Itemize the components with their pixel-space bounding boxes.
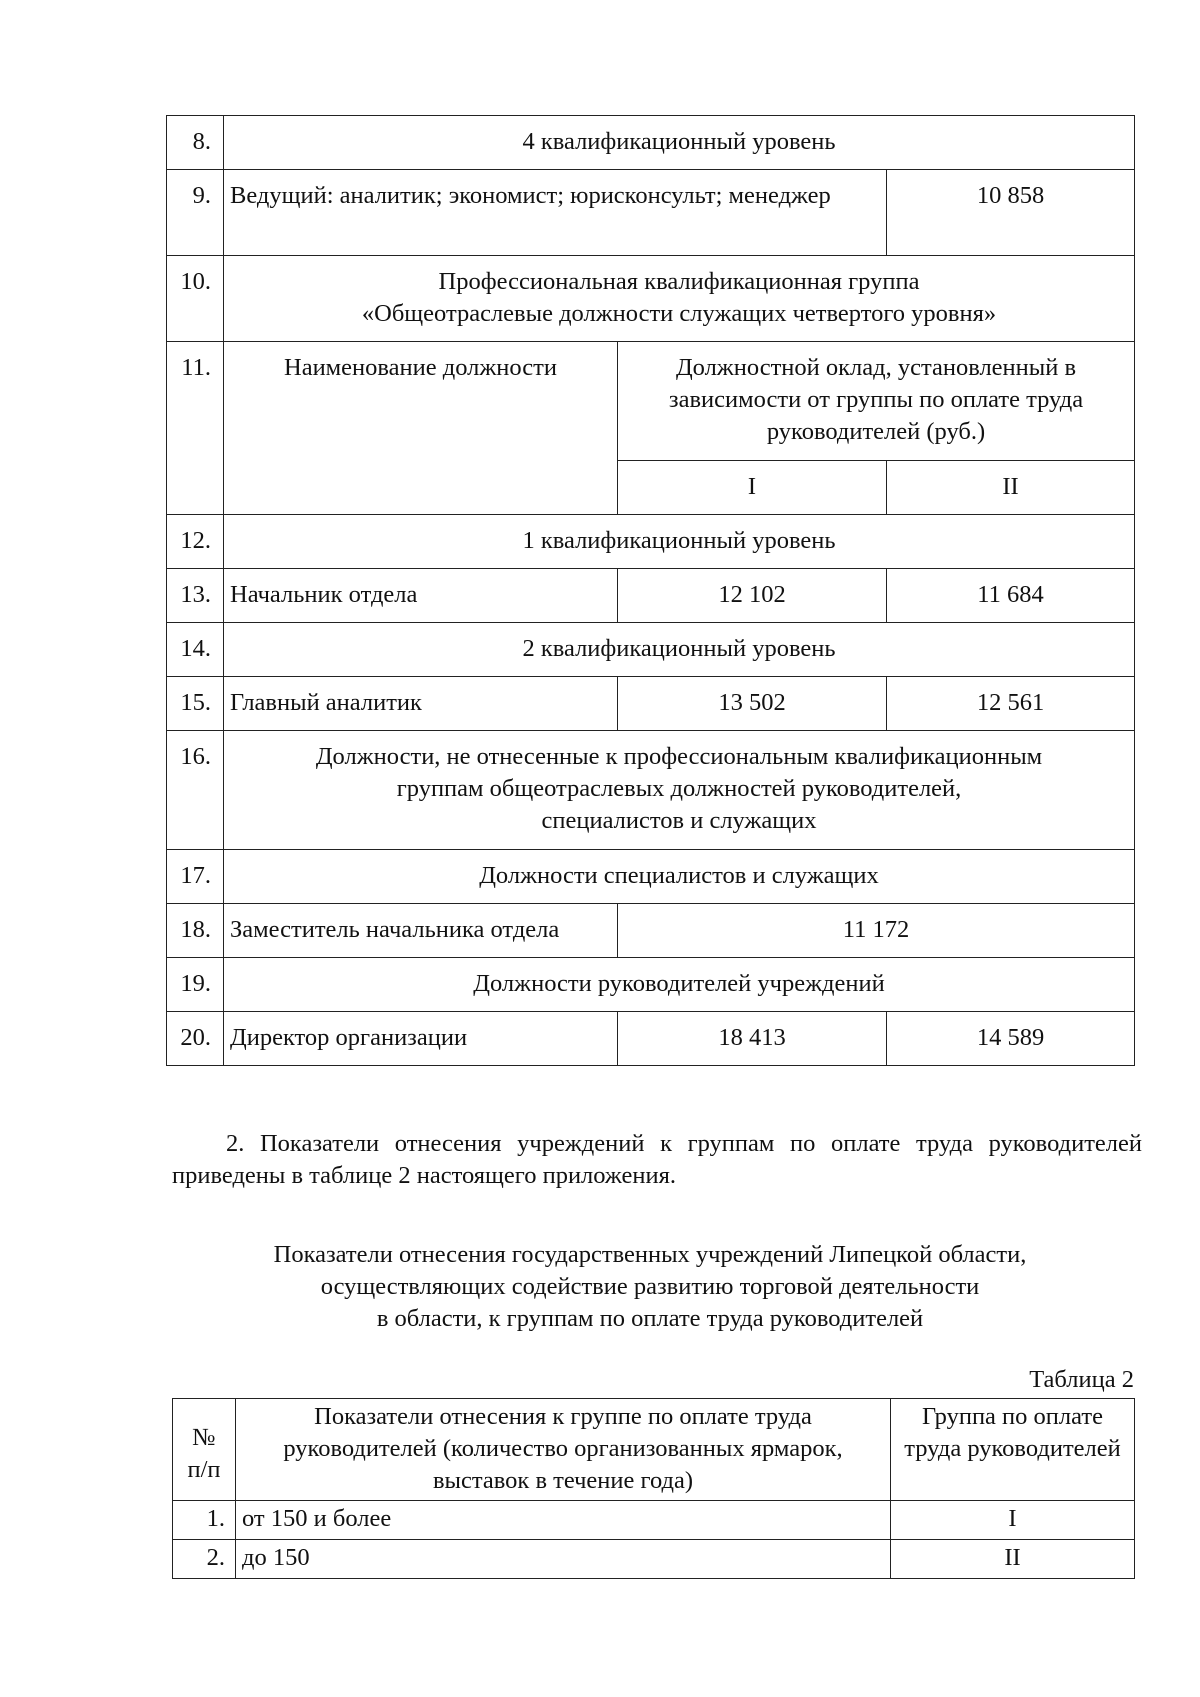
table-row bbox=[167, 958, 1135, 1012]
number-header-abbr: п/п bbox=[187, 1455, 221, 1483]
table-row bbox=[167, 515, 1135, 569]
group-title-line: «Общеотраслевые должности служащих четвертого уровня» bbox=[361, 299, 997, 327]
table-row bbox=[167, 850, 1135, 904]
group-header: Группа по оплате труда руководителей bbox=[891, 1399, 1135, 1501]
group-2-header: II bbox=[887, 461, 1135, 515]
criteria-header: Показатели отнесения к группе по оплате труда руководителей (количество организованных ярмарок, выставок в течение года) bbox=[236, 1399, 891, 1501]
table-row bbox=[167, 904, 1135, 958]
table-2-heading bbox=[166, 1239, 1134, 1335]
table-row bbox=[167, 116, 1135, 170]
group-title-line: специалистов и служащих bbox=[541, 806, 817, 834]
position-name: Директор организации bbox=[224, 1012, 618, 1066]
table-row bbox=[173, 1501, 1135, 1540]
qualification-level: 2 квалификационный уровень bbox=[224, 623, 1135, 677]
position-name: Главный аналитик bbox=[224, 677, 618, 731]
position-name-header: Наименование должности bbox=[224, 342, 618, 515]
salary-value-group-1: 18 413 bbox=[618, 1012, 887, 1066]
row-number: 11. bbox=[167, 342, 224, 515]
group-title-line: Профессиональная квалификационная группа bbox=[438, 268, 920, 295]
salary-value: 11 172 bbox=[618, 904, 1135, 958]
salary-value: 10 858 bbox=[887, 170, 1135, 256]
salary-value-group-2: 11 684 bbox=[887, 569, 1135, 623]
qualification-level: 1 квалификационный уровень bbox=[224, 515, 1135, 569]
table-row bbox=[167, 256, 1135, 342]
row-number: 16. bbox=[167, 731, 224, 850]
salary-value-group-1: 12 102 bbox=[618, 569, 887, 623]
position-name: Заместитель начальника отдела bbox=[224, 904, 618, 958]
table-header-row bbox=[173, 1399, 1135, 1501]
row-number: 12. bbox=[167, 515, 224, 569]
category-title: Должности руководителей учреждений bbox=[224, 958, 1135, 1012]
group-title-line: Должности, не отнесенные к профессиональным квалификационным bbox=[315, 743, 1043, 770]
row-number: 14. bbox=[167, 623, 224, 677]
group-value: II bbox=[891, 1540, 1135, 1579]
heading-line: в области, к группам по оплате труда руководителей bbox=[376, 1304, 924, 1332]
group-criteria-table bbox=[172, 1398, 1135, 1579]
row-number: 20. bbox=[167, 1012, 224, 1066]
number-header bbox=[173, 1399, 236, 1501]
criteria-value: до 150 bbox=[236, 1540, 891, 1579]
group-title bbox=[224, 256, 1135, 342]
position-name: Ведущий: аналитик; экономист; юрисконсульт; менеджер bbox=[224, 170, 887, 256]
table-row bbox=[167, 623, 1135, 677]
group-title bbox=[224, 731, 1135, 850]
salary-value-group-2: 12 561 bbox=[887, 677, 1135, 731]
row-number: 15. bbox=[167, 677, 224, 731]
row-number: 2. bbox=[173, 1540, 236, 1579]
row-number: 18. bbox=[167, 904, 224, 958]
body-paragraph: 2. Показатели отнесения учреждений к группам по оплате труда руководителей приведены в таблице 2 настоящего приложения. bbox=[172, 1130, 1142, 1189]
table-row bbox=[167, 731, 1135, 850]
row-number: 9. bbox=[167, 170, 224, 256]
table-row bbox=[167, 170, 1135, 256]
position-name: Начальник отдела bbox=[224, 569, 618, 623]
heading-line: осуществляющих содействие развитию торговой деятельности bbox=[320, 1272, 980, 1300]
row-number: 1. bbox=[173, 1501, 236, 1540]
group-1-header: I bbox=[618, 461, 887, 515]
table-caption: Таблица 2 bbox=[1029, 1366, 1134, 1393]
table-row bbox=[173, 1540, 1135, 1579]
table-row bbox=[167, 677, 1135, 731]
criteria-value: от 150 и более bbox=[236, 1501, 891, 1540]
category-title: Должности специалистов и служащих bbox=[224, 850, 1135, 904]
salary-value-group-1: 13 502 bbox=[618, 677, 887, 731]
row-number: 8. bbox=[167, 116, 224, 170]
salary-value-group-2: 14 589 bbox=[887, 1012, 1135, 1066]
salary-table bbox=[166, 115, 1135, 1066]
table-row bbox=[167, 569, 1135, 623]
row-number: 10. bbox=[167, 256, 224, 342]
heading-line: Показатели отнесения государственных учреждений Липецкой области, bbox=[273, 1241, 1027, 1268]
row-number: 17. bbox=[167, 850, 224, 904]
qualification-level: 4 квалификационный уровень bbox=[224, 116, 1135, 170]
table-header-row bbox=[167, 342, 1135, 461]
table-row bbox=[167, 1012, 1135, 1066]
group-value: I bbox=[891, 1501, 1135, 1540]
number-header-symbol: № bbox=[192, 1423, 216, 1451]
row-number: 13. bbox=[167, 569, 224, 623]
group-title-line: группам общеотраслевых должностей руководителей, bbox=[396, 774, 962, 802]
salary-header: Должностной оклад, установленный в зависимости от группы по оплате труда руководителей (руб.) bbox=[618, 342, 1135, 461]
row-number: 19. bbox=[167, 958, 224, 1012]
